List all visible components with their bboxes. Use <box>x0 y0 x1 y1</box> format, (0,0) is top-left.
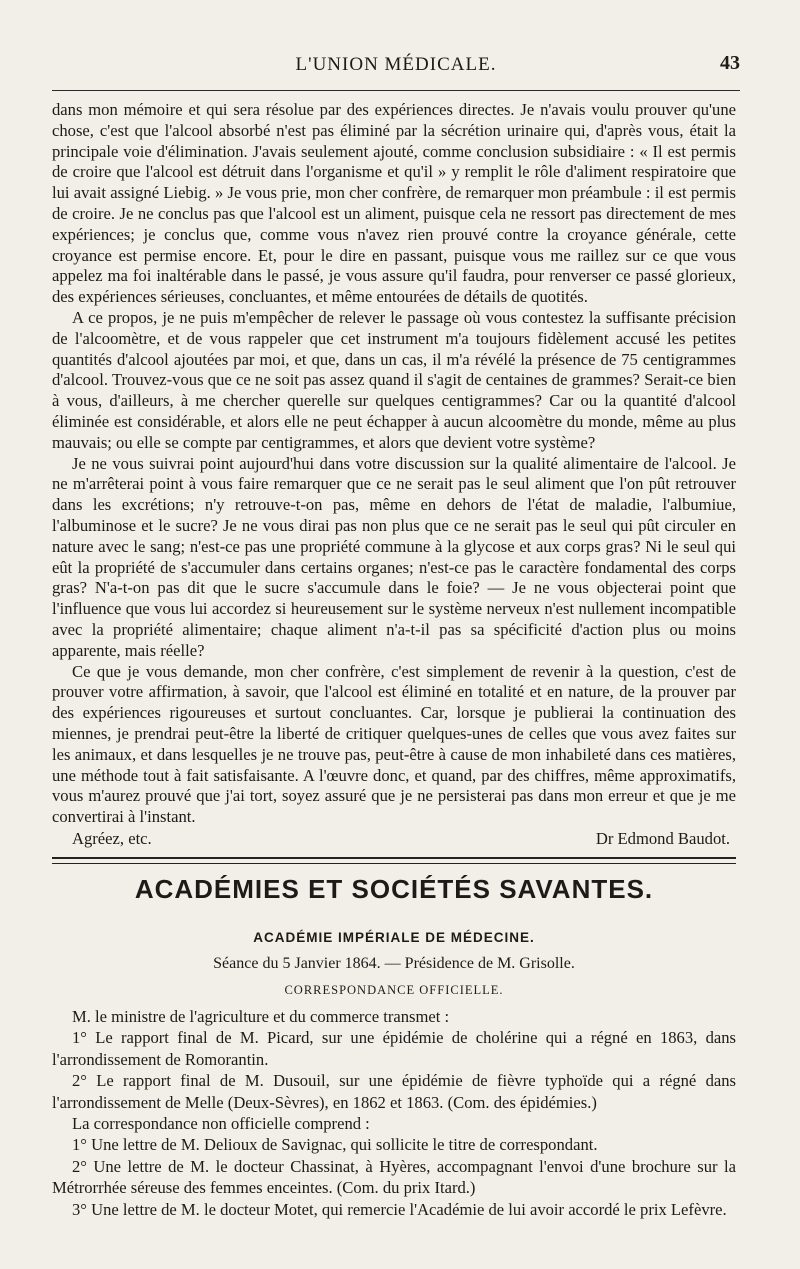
item-picard: 1° Le rapport final de M. Picard, sur une épidémie de cholérine qui a régné en 1863, dans l'arrondissement de Romorantin. <box>52 1028 736 1069</box>
seance-line: Séance du 5 Janvier 1864. — Présidence de M. Grisolle. <box>213 955 575 972</box>
letter-paragraph-2: A ce propos, je ne puis m'empêcher de relever le passage où vous contestez la suffisante précision de l'alcoomètre, et de vous rappeler que cet instrument m'a toujours fidèlement accusé les petites quantités d'alcool ajoutées par moi, et que, dans un cas, il m'a révélé la présence de 75 centigrammes d'alcool. Trouvez-vous que ce ne soit pas assez quand il s'agit de centaines de grammes? Serait-ce bien à vous, d'ailleurs, à me chercher querelle sur quelques centigrammes? Car ou la quantité d'alcool éliminée est considérable, et alors elle ne peut échapper à aucun alcoomètre du monde, même au plus mauvais; ou elle se compte par centigrammes, et alors que devient votre système? <box>52 307 736 452</box>
correspondance-body <box>52 1006 736 1220</box>
academy-subtitle: ACADÉMIE IMPÉRIALE DE MÉDECINE. <box>253 930 535 945</box>
section-title: ACADÉMIES ET SOCIÉTÉS SAVANTES. <box>134 874 654 904</box>
letter-paragraph-3: Je ne vous suivrai point aujourd'hui dans votre discussion sur la qualité alimentaire de l'alcool. Je ne m'arrêterai point à vous faire remarquer que ce ne serait pas le seul aliment que l'on pût retrouver dans les excrétions; n'y retrouve-t-on pas, même en dehors de l'état de maladie, l'albumiue, l'albuminose et le sucre? Je ne vous dirai pas non plus que ce ne serait pas le seul qui pût circuler en nature avec le sang; n'est-ce pas une propriété commune à la glycose et aux corps gras? Ni le seul qui eût la propriété de s'accumuler dans certains organes; n'est-ce pas le caractère fondamental des corps gras? N'a-t-on pas dit que le sucre s'accumule dans le foie? — Je ne vous objecterai point que l'influence que vous lui accordez si heureusement sur le système nerveux n'est nullement incompatible avec la propriété alimentaire; chaque aliment n'a-t-il pas sa spécificité d'action plus ou moins apparente, mais réelle? <box>52 453 736 660</box>
item-motet: 3° Une lettre de M. le docteur Motet, qui remercie l'Académie de lui avoir accordé le prix Lefèvre. <box>72 1199 727 1219</box>
item-delioux: 1° Une lettre de M. Delioux de Savignac, qui sollicite le titre de correspondant. <box>72 1135 598 1155</box>
letter-body <box>52 100 736 850</box>
closing: Agréez, etc. <box>72 828 152 848</box>
section-divider <box>52 857 736 864</box>
signature-line <box>52 828 736 850</box>
item-chassinat: 2° Une lettre de M. le docteur Chassinat, à Hyères, accompagnant l'envoi d'une brochure sur la Métrorrhée séreuse des femmes enceintes. (Com. du prix Itard.) <box>52 1156 736 1198</box>
running-head: L'UNION MÉDICALE. <box>295 54 497 75</box>
page-number: 43 <box>720 52 740 74</box>
nonofficial-line: La correspondance non officielle comprend : <box>72 1114 370 1134</box>
signature: Dr Edmond Baudot. <box>595 828 730 848</box>
minister-line: M. le ministre de l'agriculture et du commerce transmet : <box>72 1007 450 1026</box>
header-rule <box>52 90 740 91</box>
correspondance-heading: CORRESPONDANCE OFFICIELLE. <box>284 983 504 997</box>
item-dusouil: 2° Le rapport final de M. Dusouil, sur une épidémie de fièvre typhoïde qui a régné dans l'arrondissement de Melle (Deux-Sèvres), en 1862 et 1863. (Com. des épidémies.) <box>52 1071 736 1112</box>
letter-paragraph-4: Ce que je vous demande, mon cher confrère, c'est simplement de revenir à la question, c'est de prouver votre affirmation, à savoir, que l'alcool est éliminé en totalité et en nature, de la prouver par des expériences rigoureuses et surtout concluantes. Car, lorsque je publierai la continuation des miennes, je prendrai peut-être la liberté de critiquer quelques-unes de celles que vous avez faites sur les animaux, et dans lesquelles je ne trouve pas, peut-être à cause de mon inhabileté dans ces matières, une méthode tout à fait satisfaisante. A l'œuvre donc, et quand, par des chiffres, même approximatifs, vous m'aurez prouvé que j'ai tort, soyez assuré que je ne persisterai pas dans mon erreur et que je me convertirai à l'instant. <box>52 661 736 827</box>
letter-paragraph-1: dans mon mémoire et qui sera résolue par des expériences directes. Je n'avais voulu prouver qu'une chose, c'est que l'alcool absorbé n'est pas éliminé par la sécrétion urinaire qui, d'après vous, était la principale voie d'élimination. J'avais seulement ajouté, comme conclusion subsidiaire : « Il est permis de croire que l'alcool est détruit dans l'organisme et qu'il » y remplit le rôle d'aliment respiratoire que lui avait assigné Liebig. » Je vous prie, mon cher confrère, de remarquer mon préambule : il est permis de croire. Je ne conclus pas que l'alcool est un aliment, puisque cela ne ressort pas directement de mes expériences; je conclus que, comme vous n'avez rien prouvé contre la croyance générale, cette croyance est permise encore. Et, pour le dire en passant, puisque vous me raillez sur ce que vous appelez ma foi inaltérable dans le passé, je vous assure qu'il faudra, pour renverser ce passé glorieux, des expériences sérieuses, concluantes, et même entourées de détails de quotités. <box>52 100 736 307</box>
page-header <box>52 50 740 80</box>
